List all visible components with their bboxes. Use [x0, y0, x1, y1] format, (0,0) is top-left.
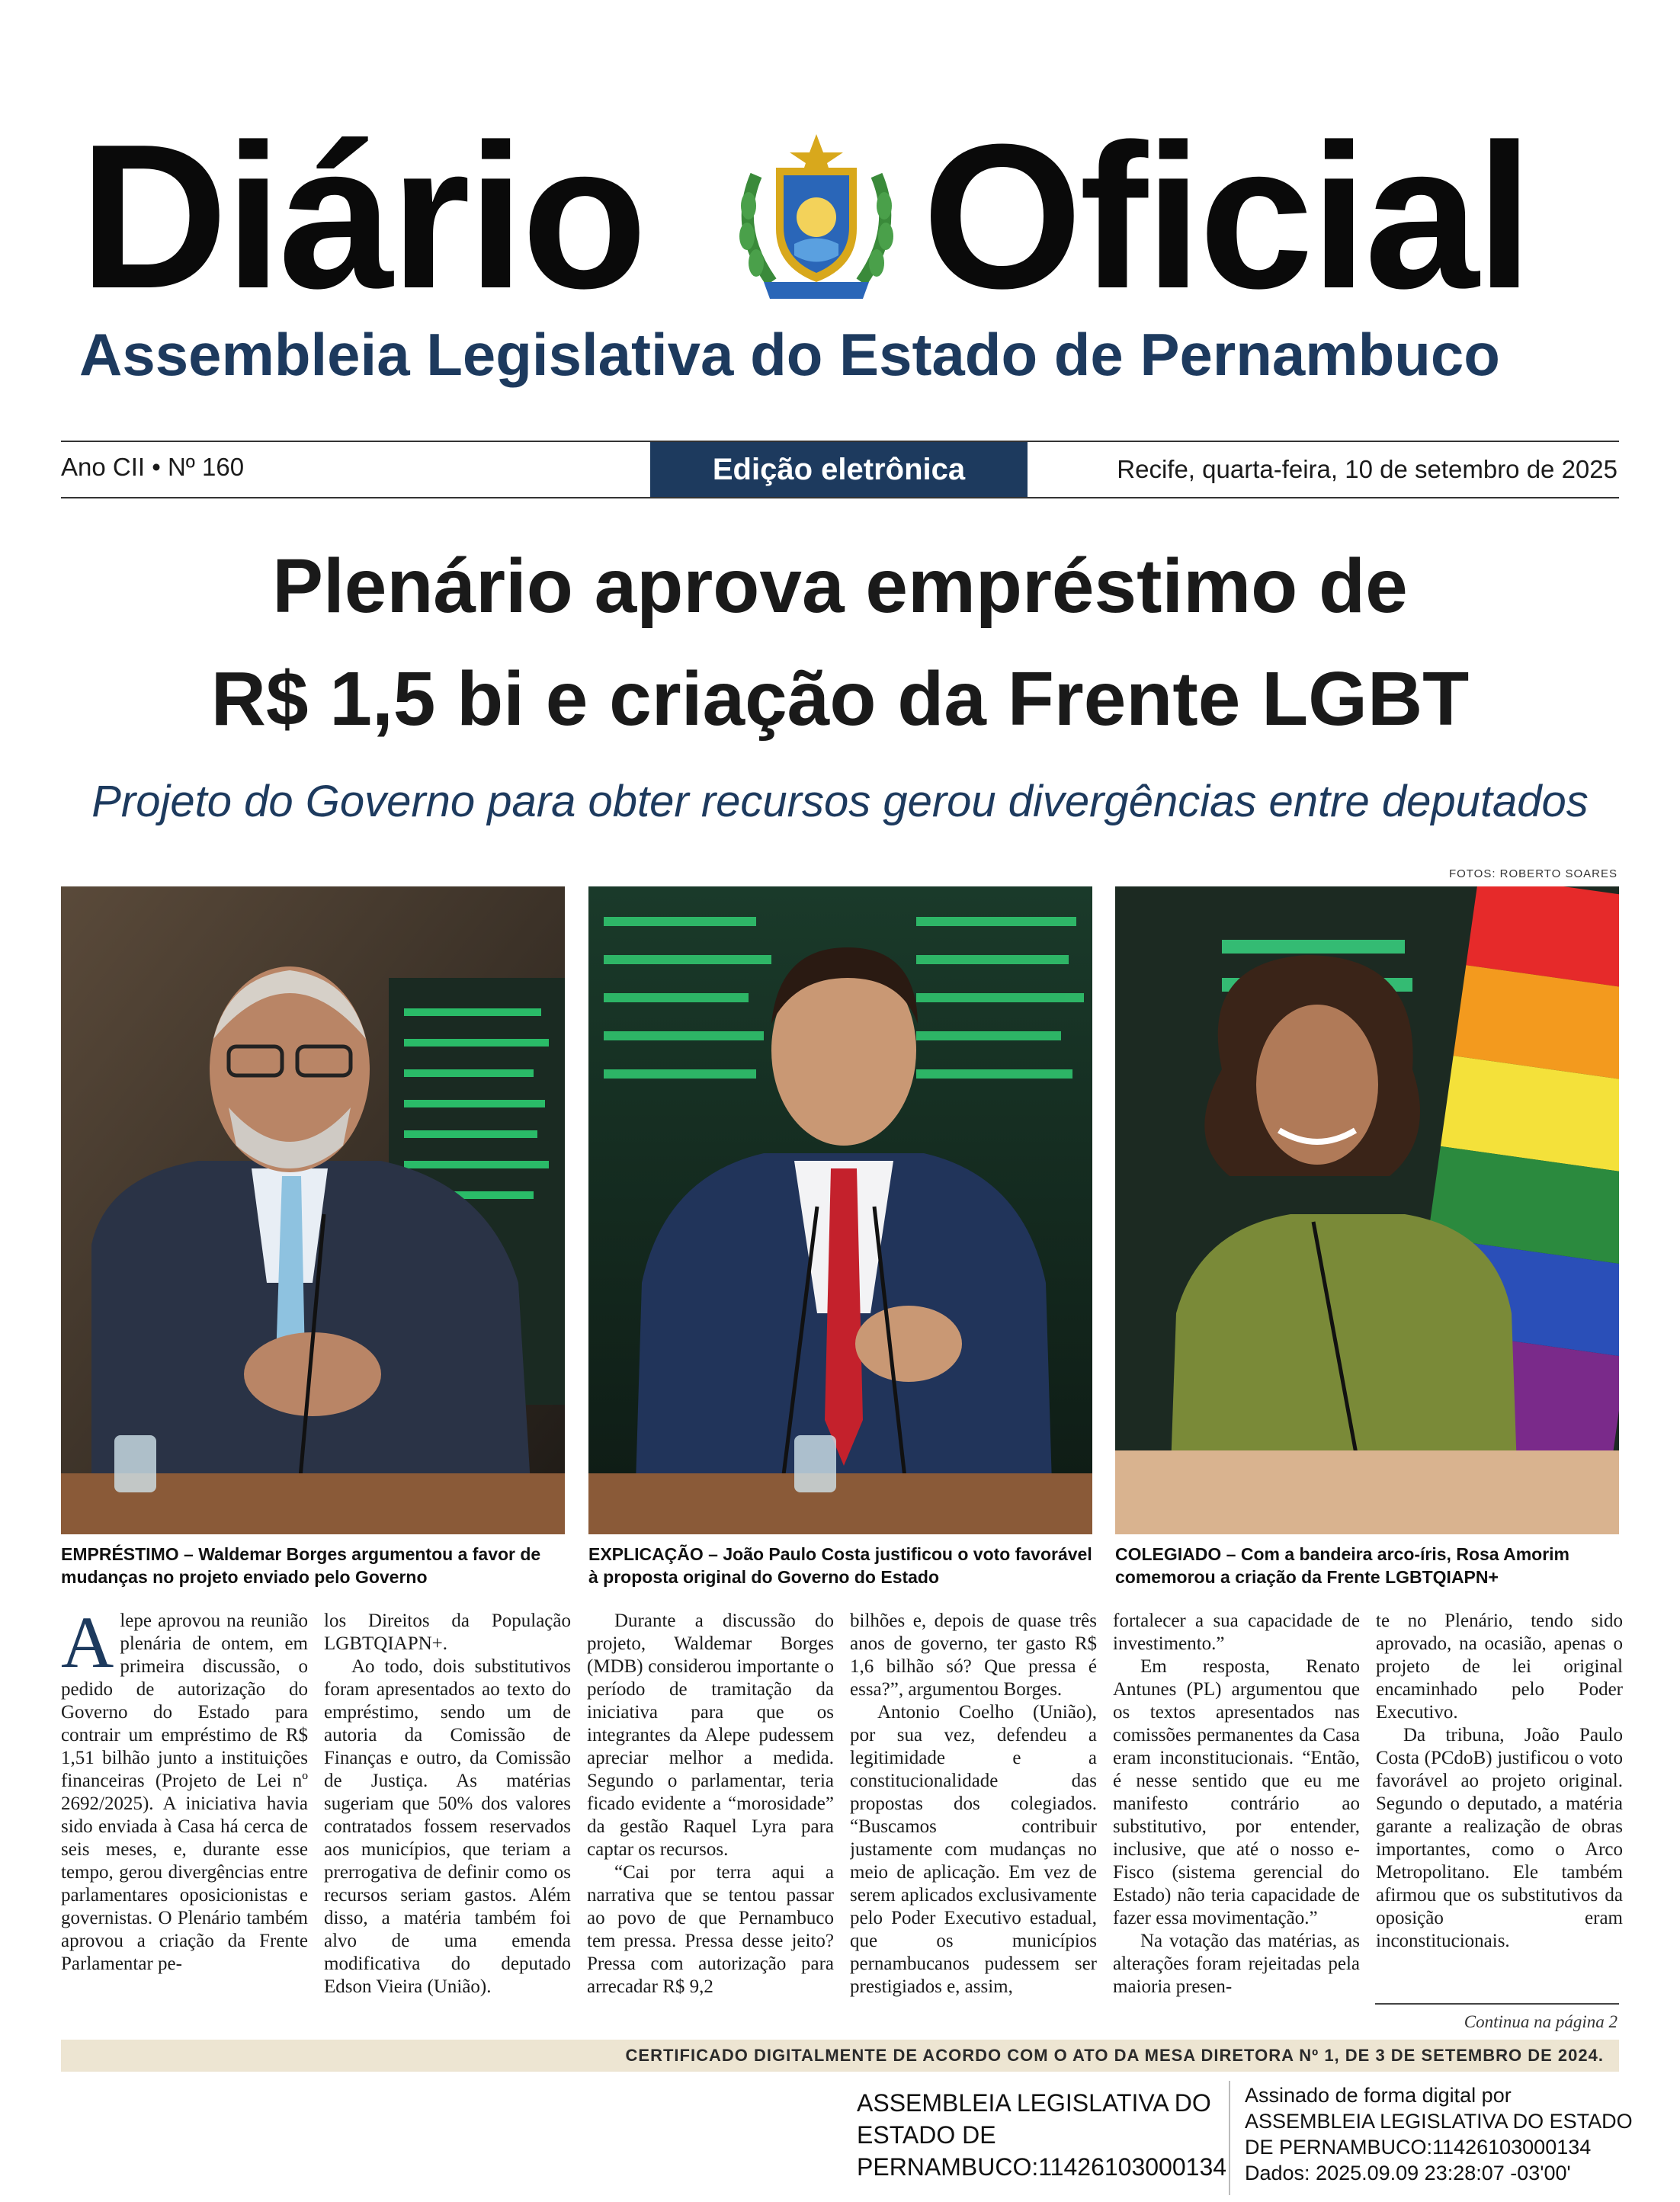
article-column-3 — [587, 1610, 834, 2038]
headline-line-1: Plenário aprova empréstimo de — [272, 543, 1408, 629]
article-col5-p3: Na votação das matérias, as alterações foram rejeitadas pela maioria presen- — [1113, 1931, 1360, 1997]
article-column-2 — [324, 1610, 571, 2038]
photo-caption-2: EXPLICAÇÃO – João Paulo Costa justificou o voto favorável à proposta original do Governo do Estado — [588, 1544, 1092, 1587]
article-col6-p1: te no Plenário, tendo sido aprovado, na ocasião, apenas o projeto de lei original encaminhado pelo Poder Executivo. — [1376, 1611, 1623, 1723]
digital-signature-name: ASSEMBLEIA LEGISLATIVA DO ESTADO DE PERNAMBUCO:11426103000134 — [857, 2089, 1227, 2181]
article-col3-p1: Durante a discussão do projeto, Waldemar Borges (MDB) considerou importante o período de tramitação da iniciativa para que os integrantes da Alepe pudessem apreciar melhor a medida. Segundo o parlamentar, teria ficado evidente a “morosidade” da gestão Raquel Lyra para captar os recursos. — [587, 1611, 834, 1860]
headline-line-2: R$ 1,5 bi e criação da Frente LGBT — [210, 656, 1470, 742]
masthead-title-left: Diário — [79, 102, 645, 332]
signature-separator — [1229, 2081, 1230, 2195]
photo-caption-1: EMPRÉSTIMO – Waldemar Borges argumentou a favor de mudanças no projeto enviado pelo Governo — [61, 1544, 541, 1587]
photo-waldemar-borges — [61, 886, 565, 1534]
edition-label: Edição eletrônica — [650, 442, 1028, 497]
continued-link[interactable]: Continua na página 2 — [1464, 2012, 1617, 2031]
digital-signature-details: Assinado de forma digital por ASSEMBLEIA LEGISLATIVA DO ESTADO DE PERNAMBUCO:11426103000134 Dados: 2025.09.09 23:28:07 -03'00' — [1245, 2084, 1633, 2184]
article-col5-p2: Em resposta, Renato Antunes (PL) argumentou que os textos apresentados nas comissões permanentes da Casa eram inconstitucionais. “Então, é nesse sentido que eu me manifesto contrário ao substitutivo, por entender, inclusive, que até o nosso e-Fisco (sistema gerencial do Estado) não teria capacidade de fazer essa movimentação.” — [1113, 1656, 1360, 1928]
main-headline — [61, 530, 1619, 755]
photo-caption-3: COLEGIADO – Com a bandeira arco-íris, Rosa Amorim comemorou a criação da Frente LGBTQIAPN+ — [1115, 1544, 1570, 1587]
photo-rosa-amorim — [1115, 886, 1619, 1534]
masthead-subtitle: Assembleia Legislativa do Estado de Pernambuco — [79, 321, 1500, 388]
article-col2-p1: los Direitos da População LGBTQIAPN+. — [324, 1611, 571, 1654]
continued-rule — [1375, 2003, 1619, 2005]
issue-number: Ano CII • Nº 160 — [61, 453, 245, 481]
article-col6-p2: Da tribuna, João Paulo Costa (PCdoB) justificou o voto favorável ao projeto original. Segundo o deputado, a matéria garante a realização de obras importantes, como o Arco Metropolitano. Ele também afirmou que os substitutivos da oposição eram inconstitucionais. — [1376, 1725, 1623, 1951]
article-col5-p1: fortalecer a sua capacidade de investimento.” — [1113, 1611, 1360, 1654]
article-column-5 — [1113, 1610, 1360, 2038]
article-column-6 — [1376, 1610, 1623, 1998]
subheadline: Projeto do Governo para obter recursos gerou divergências entre deputados — [91, 777, 1589, 826]
photo-joao-paulo-costa — [588, 886, 1092, 1534]
article-col1-text: lepe aprovou na reunião plenária de ontem, em primeira discussão, o pedido de autorização do Governo do Estado para contrair um empréstimo de R$ 1,51 bilhão junto a instituições financeiras (Projeto de Lei nº 2692/2025). A iniciativa havia sido enviada à Casa há cerca de seis meses, e, durante esse tempo, gerou divergências entre parlamentares oposicionistas e governistas. O Plenário também aprovou a criação da Frente Parlamentar pe- — [61, 1611, 308, 1974]
drop-cap: A — [61, 1610, 114, 1683]
article-col2-p2: Ao todo, dois substitutivos foram apresentados ao texto do empréstimo, sendo um de autoria da Comissão de Finanças e outro, da Comissão de Justiça. As matérias sugeriam que 50% dos valores contratados fossem reservados aos municípios, que teriam a prerrogativa de definir como os recursos seriam gastos. Além disso, a matéria também foi alvo de uma emenda modificativa do deputado Edson Vieira (União). — [324, 1656, 571, 1997]
article-column-1 — [61, 1610, 308, 2038]
article-col4-p1: bilhões e, depois de quase três anos de governo, ter gasto R$ 1,6 bilhão só? Que pressa é essa?”, argumentou Borges. — [850, 1611, 1097, 1700]
photo-credit: FOTOS: ROBERTO SOARES — [1448, 867, 1617, 880]
info-bar-bottom-rule — [61, 497, 1619, 498]
article-col4-p2: Antonio Coelho (União), por sua vez, defendeu a legitimidade e a constitucionalidade das propostas dos colegiados. “Buscamos contribuir justamente com mudanças no meio de aplicação. Em vez de serem aplicados exclusivamente pelo Poder Executivo estadual, que os municípios pernambucanos pudessem ser prestigiados e, assim, — [850, 1702, 1097, 1997]
certificate-text: CERTIFICADO DIGITALMENTE DE ACORDO COM O ATO DA MESA DIRETORA Nº 1, DE 3 DE SETEMBRO DE 2024. — [625, 2046, 1604, 2065]
certificate-bar — [61, 2040, 1619, 2072]
coat-of-arms-icon — [733, 130, 899, 301]
issue-date: Recife, quarta-feira, 10 de setembro de 2025 — [1117, 455, 1617, 483]
article-column-4 — [850, 1610, 1097, 2038]
article-col3-p2: “Cai por terra aqui a narrativa que se tentou passar ao povo de que Pernambuco tem pressa. Pressa desse jeito? Pressa com autorização para arrecadar R$ 9,2 — [587, 1862, 834, 1997]
masthead-title-right: Oficial — [922, 102, 1531, 332]
